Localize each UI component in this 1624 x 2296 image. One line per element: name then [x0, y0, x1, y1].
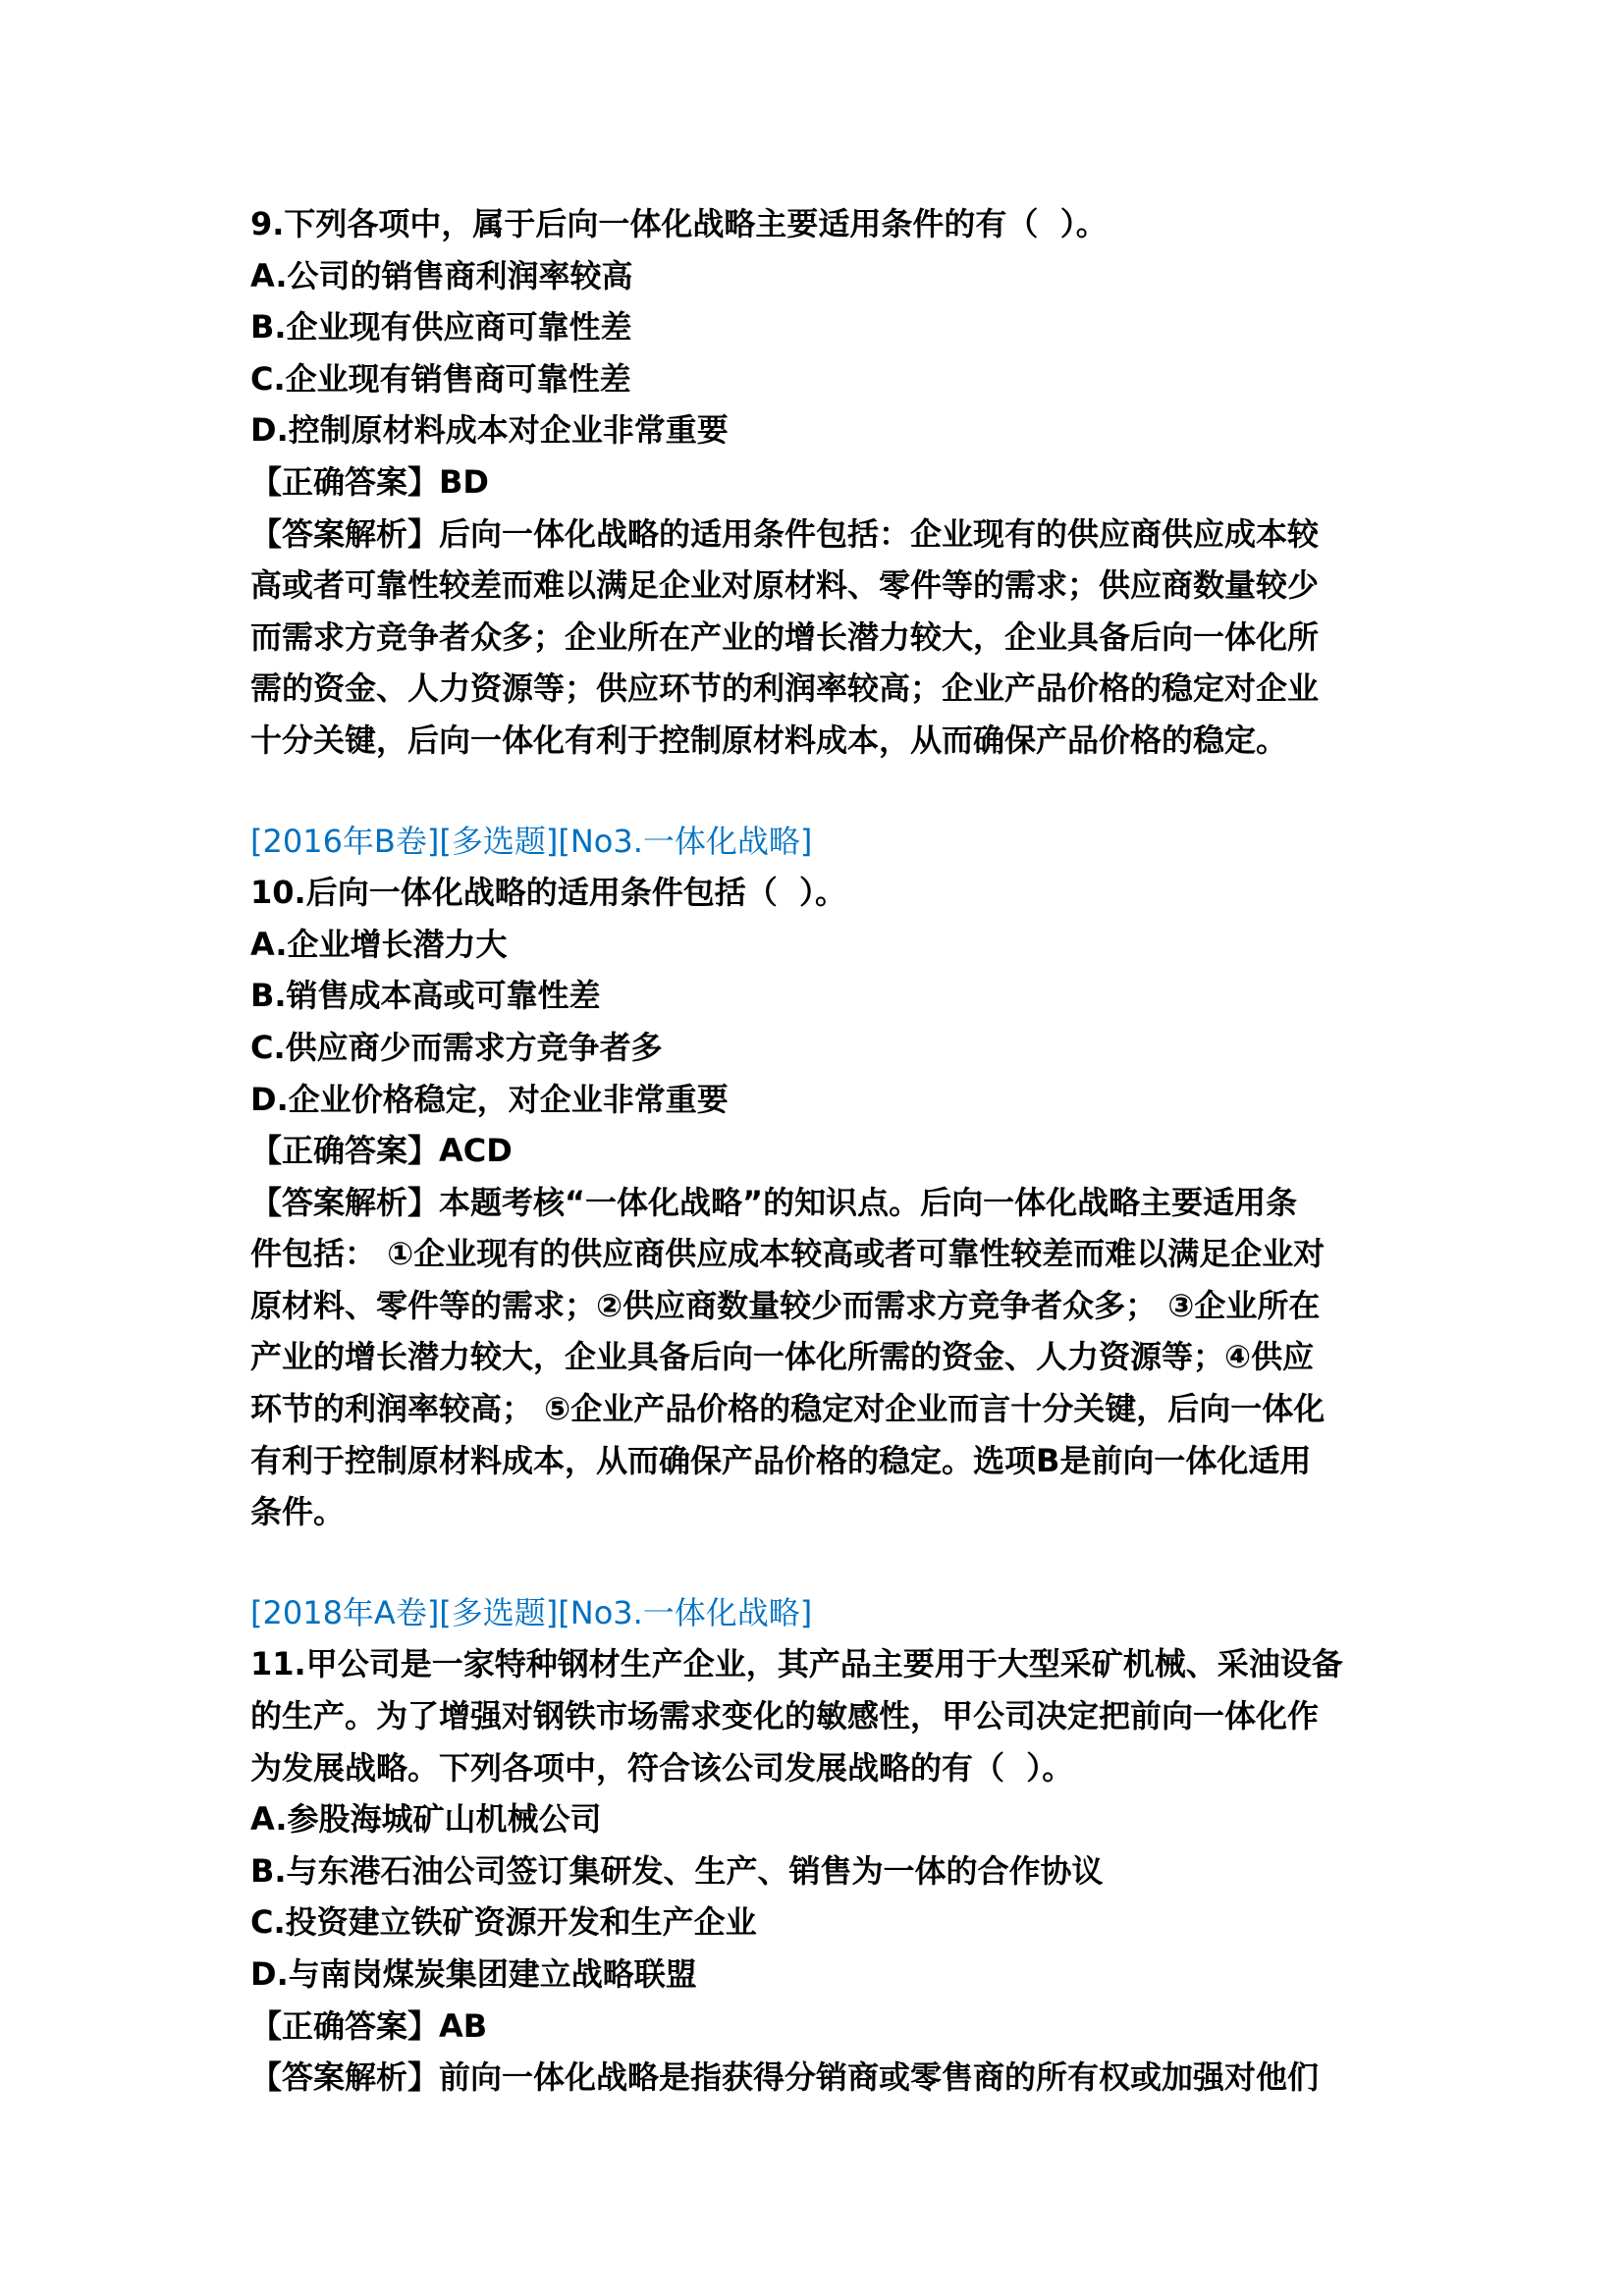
document-content: [250, 198, 1404, 2104]
question-source-tag: [2018年A卷][多选题][No3.一体化战略]: [250, 1593, 813, 1631]
analysis-line: 产业的增长潜力较大，企业具备后向一体化所需的资金、人力资源等；④供应: [250, 1338, 1315, 1376]
question-stem: 10.后向一体化战略的适用条件包括（ ）。: [250, 874, 846, 912]
analysis-line: 【答案解析】前向一体化战略是指获得分销商或零售商的所有权或加强对他们: [250, 2058, 1320, 2097]
option-d: D.与南岗煤炭集团建立战略联盟: [250, 1955, 697, 1993]
analysis-line: 原材料、零件等的需求；②供应商数量较少而需求方竞争者众多； ③企业所在: [250, 1286, 1321, 1324]
option-b: B.企业现有供应商可靠性差: [250, 308, 632, 347]
analysis-line: 件包括： ①企业现有的供应商供应成本较高或者可靠性较差而难以满足企业对: [250, 1235, 1326, 1273]
question-stem: 11.甲公司是一家特种钢材生产企业，其产品主要用于大型采矿机械、采油设备: [250, 1645, 1343, 1683]
option-b: B.与东港石油公司签订集研发、生产、销售为一体的合作协议: [250, 1851, 1104, 1890]
answer-analysis: [250, 508, 1404, 767]
question-stem: 的生产。为了增强对钢铁市场需求变化的敏感性，甲公司决定把前向一体化作: [250, 1697, 1320, 1735]
analysis-line: 十分关键，后向一体化有利于控制原材料成本，从而确保产品价格的稳定。: [250, 721, 1288, 759]
analysis-line: 【答案解析】本题考核“一体化战略”的知识点。后向一体化战略主要适用条: [250, 1183, 1298, 1221]
analysis-line: 而需求方竞争者众多；企业所在产业的增长潜力较大，企业具备后向一体化所: [250, 617, 1320, 656]
analysis-line: 条件。: [250, 1493, 346, 1531]
analysis-line: 环节的利润率较高； ⑤企业产品价格的稳定对企业而言十分关键，后向一体化: [250, 1390, 1326, 1428]
analysis-line: 需的资金、人力资源等；供应环节的利润率较高；企业产品价格的稳定对企业: [250, 669, 1320, 708]
option-a: A.参股海城矿山机械公司: [250, 1800, 602, 1839]
option-c: C.供应商少而需求方竞争者多: [250, 1028, 663, 1066]
correct-answer: 【正确答案】BD: [250, 462, 489, 501]
correct-answer: 【正确答案】AB: [250, 2006, 488, 2045]
question-10: [250, 816, 1404, 1538]
question-stem: 为发展战略。下列各项中，符合该公司发展战略的有（ ）。: [250, 1748, 1074, 1787]
analysis-line: 有利于控制原材料成本，从而确保产品价格的稳定。选项B是前向一体化适用: [250, 1441, 1312, 1479]
question-source-tag: [2016年B卷][多选题][No3.一体化战略]: [250, 822, 813, 860]
option-c: C.企业现有销售商可靠性差: [250, 359, 631, 398]
correct-answer: 【正确答案】ACD: [250, 1132, 513, 1170]
question-9: [250, 198, 1404, 767]
option-a: A.企业增长潜力大: [250, 925, 508, 963]
option-d: D.企业价格稳定，对企业非常重要: [250, 1080, 729, 1118]
option-c: C.投资建立铁矿资源开发和生产企业: [250, 1903, 757, 1942]
answer-analysis: [250, 2052, 1404, 2104]
question-stem: 9.下列各项中，属于后向一体化战略主要适用条件的有（ ）。: [250, 205, 1108, 242]
option-d: D.控制原材料成本对企业非常重要: [250, 411, 729, 450]
option-a: A.公司的销售商利润率较高: [250, 256, 633, 294]
option-b: B.销售成本高或可靠性差: [250, 977, 601, 1015]
question-11: [250, 1587, 1404, 2104]
answer-analysis: [250, 1177, 1404, 1538]
analysis-line: 高或者可靠性较差而难以满足企业对原材料、零件等的需求；供应商数量较少: [250, 566, 1320, 605]
analysis-line: 【答案解析】后向一体化战略的适用条件包括：企业现有的供应商供应成本较: [250, 514, 1320, 553]
